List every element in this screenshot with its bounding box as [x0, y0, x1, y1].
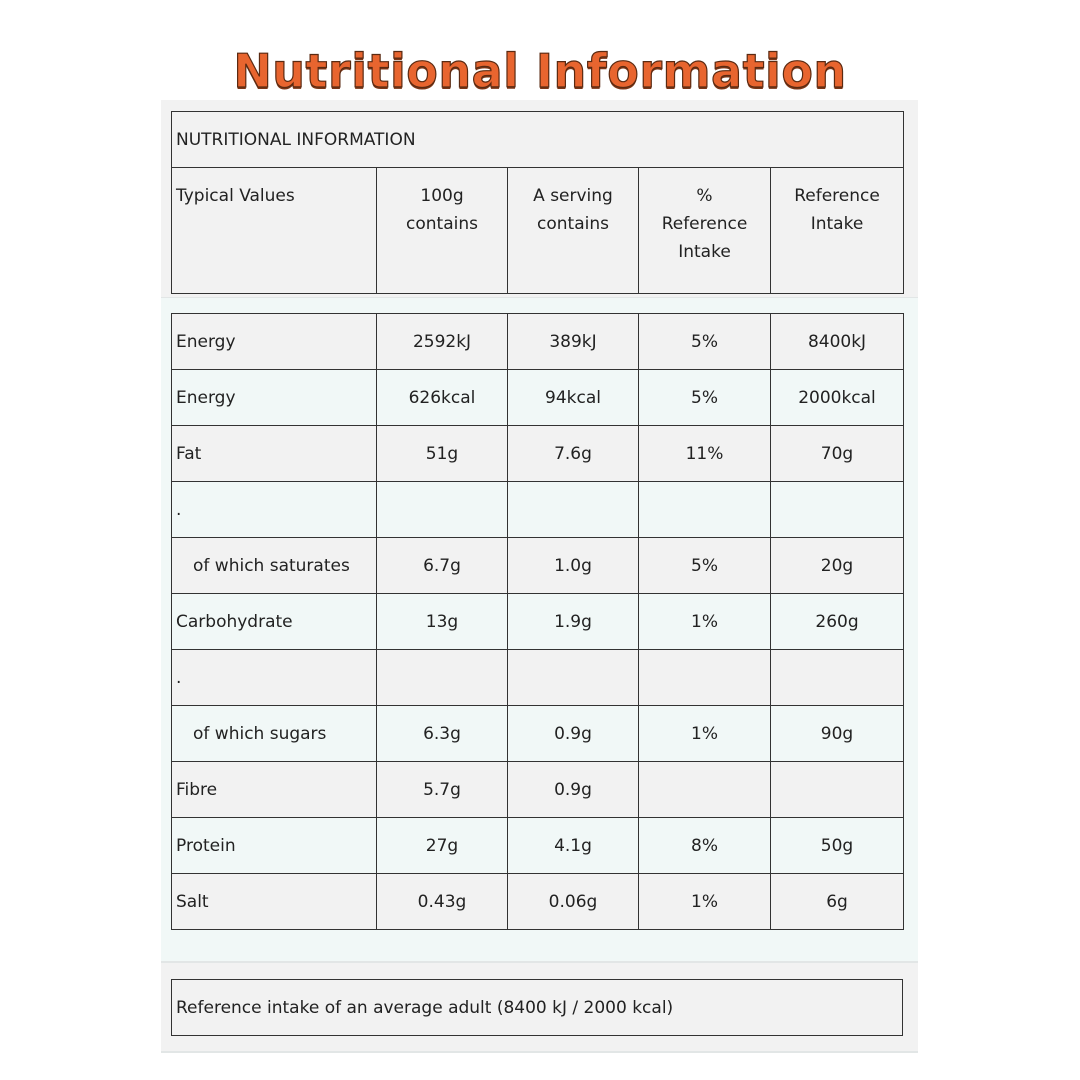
per-serving-value: 0.06g: [508, 874, 639, 930]
row-label: Carbohydrate: [172, 594, 377, 650]
table-row: [172, 762, 904, 818]
per-100g-value: 626kcal: [377, 370, 508, 426]
ri-percent-value: 5%: [639, 538, 771, 594]
table-row: [172, 706, 904, 762]
ri-value: [771, 482, 904, 538]
per-serving-value: 4.1g: [508, 818, 639, 874]
row-label: Salt: [172, 874, 377, 930]
ri-value: [771, 650, 904, 706]
column-header-ri: Reference Intake: [771, 168, 904, 294]
ri-value: 90g: [771, 706, 904, 762]
table-row: [172, 538, 904, 594]
ri-percent-value: 1%: [639, 706, 771, 762]
per-100g-value: [377, 650, 508, 706]
row-label: of which saturates: [172, 538, 377, 594]
column-header-ri-percent: % Reference Intake: [639, 168, 771, 294]
page-heading: Nutritional Information: [233, 44, 847, 98]
row-label: Energy: [172, 314, 377, 370]
ri-percent-value: 5%: [639, 314, 771, 370]
per-100g-value: 13g: [377, 594, 508, 650]
table-row: [172, 594, 904, 650]
ri-value: 260g: [771, 594, 904, 650]
ri-percent-value: 8%: [639, 818, 771, 874]
ri-value: 20g: [771, 538, 904, 594]
table-title: NUTRITIONAL INFORMATION: [172, 112, 904, 168]
table-row: [172, 314, 904, 370]
row-label: Protein: [172, 818, 377, 874]
ri-value: 8400kJ: [771, 314, 904, 370]
ri-percent-value: 5%: [639, 370, 771, 426]
per-serving-value: 0.9g: [508, 762, 639, 818]
per-100g-value: 0.43g: [377, 874, 508, 930]
footnote: Reference intake of an average adult (8400 kJ / 2000 kcal): [172, 980, 903, 1036]
footnote-row: [172, 980, 903, 1036]
table-title-row: [172, 112, 904, 168]
footnote-table: [171, 979, 903, 1036]
table-row: [172, 874, 904, 930]
ri-percent-value: [639, 650, 771, 706]
column-header-typical-values: Typical Values: [172, 168, 377, 294]
per-serving-value: [508, 650, 639, 706]
per-serving-value: [508, 482, 639, 538]
row-label: .: [172, 482, 377, 538]
per-serving-value: 7.6g: [508, 426, 639, 482]
ri-percent-value: 1%: [639, 594, 771, 650]
per-100g-value: 6.3g: [377, 706, 508, 762]
per-100g-value: 51g: [377, 426, 508, 482]
per-100g-value: 2592kJ: [377, 314, 508, 370]
table-row: [172, 370, 904, 426]
nutrition-header-table: [171, 111, 904, 294]
column-header-row: [172, 168, 904, 294]
per-serving-value: 389kJ: [508, 314, 639, 370]
row-label: Fibre: [172, 762, 377, 818]
ri-value: 50g: [771, 818, 904, 874]
per-serving-value: 94kcal: [508, 370, 639, 426]
per-100g-value: 27g: [377, 818, 508, 874]
table-row: [172, 818, 904, 874]
ri-percent-value: [639, 762, 771, 818]
row-label: Energy: [172, 370, 377, 426]
ri-value: 70g: [771, 426, 904, 482]
ri-value: 2000kcal: [771, 370, 904, 426]
column-header-100g: 100g contains: [377, 168, 508, 294]
nutrition-values-table: [171, 313, 904, 930]
row-label: .: [172, 650, 377, 706]
ri-value: [771, 762, 904, 818]
ri-percent-value: [639, 482, 771, 538]
row-label: of which sugars: [172, 706, 377, 762]
per-100g-value: [377, 482, 508, 538]
table-row: [172, 482, 904, 538]
per-100g-value: 6.7g: [377, 538, 508, 594]
row-label: Fat: [172, 426, 377, 482]
per-serving-value: 0.9g: [508, 706, 639, 762]
table-row: [172, 426, 904, 482]
ri-percent-value: 11%: [639, 426, 771, 482]
column-header-serving: A serving contains: [508, 168, 639, 294]
ri-percent-value: 1%: [639, 874, 771, 930]
per-serving-value: 1.0g: [508, 538, 639, 594]
per-100g-value: 5.7g: [377, 762, 508, 818]
table-row: [172, 650, 904, 706]
ri-value: 6g: [771, 874, 904, 930]
per-serving-value: 1.9g: [508, 594, 639, 650]
